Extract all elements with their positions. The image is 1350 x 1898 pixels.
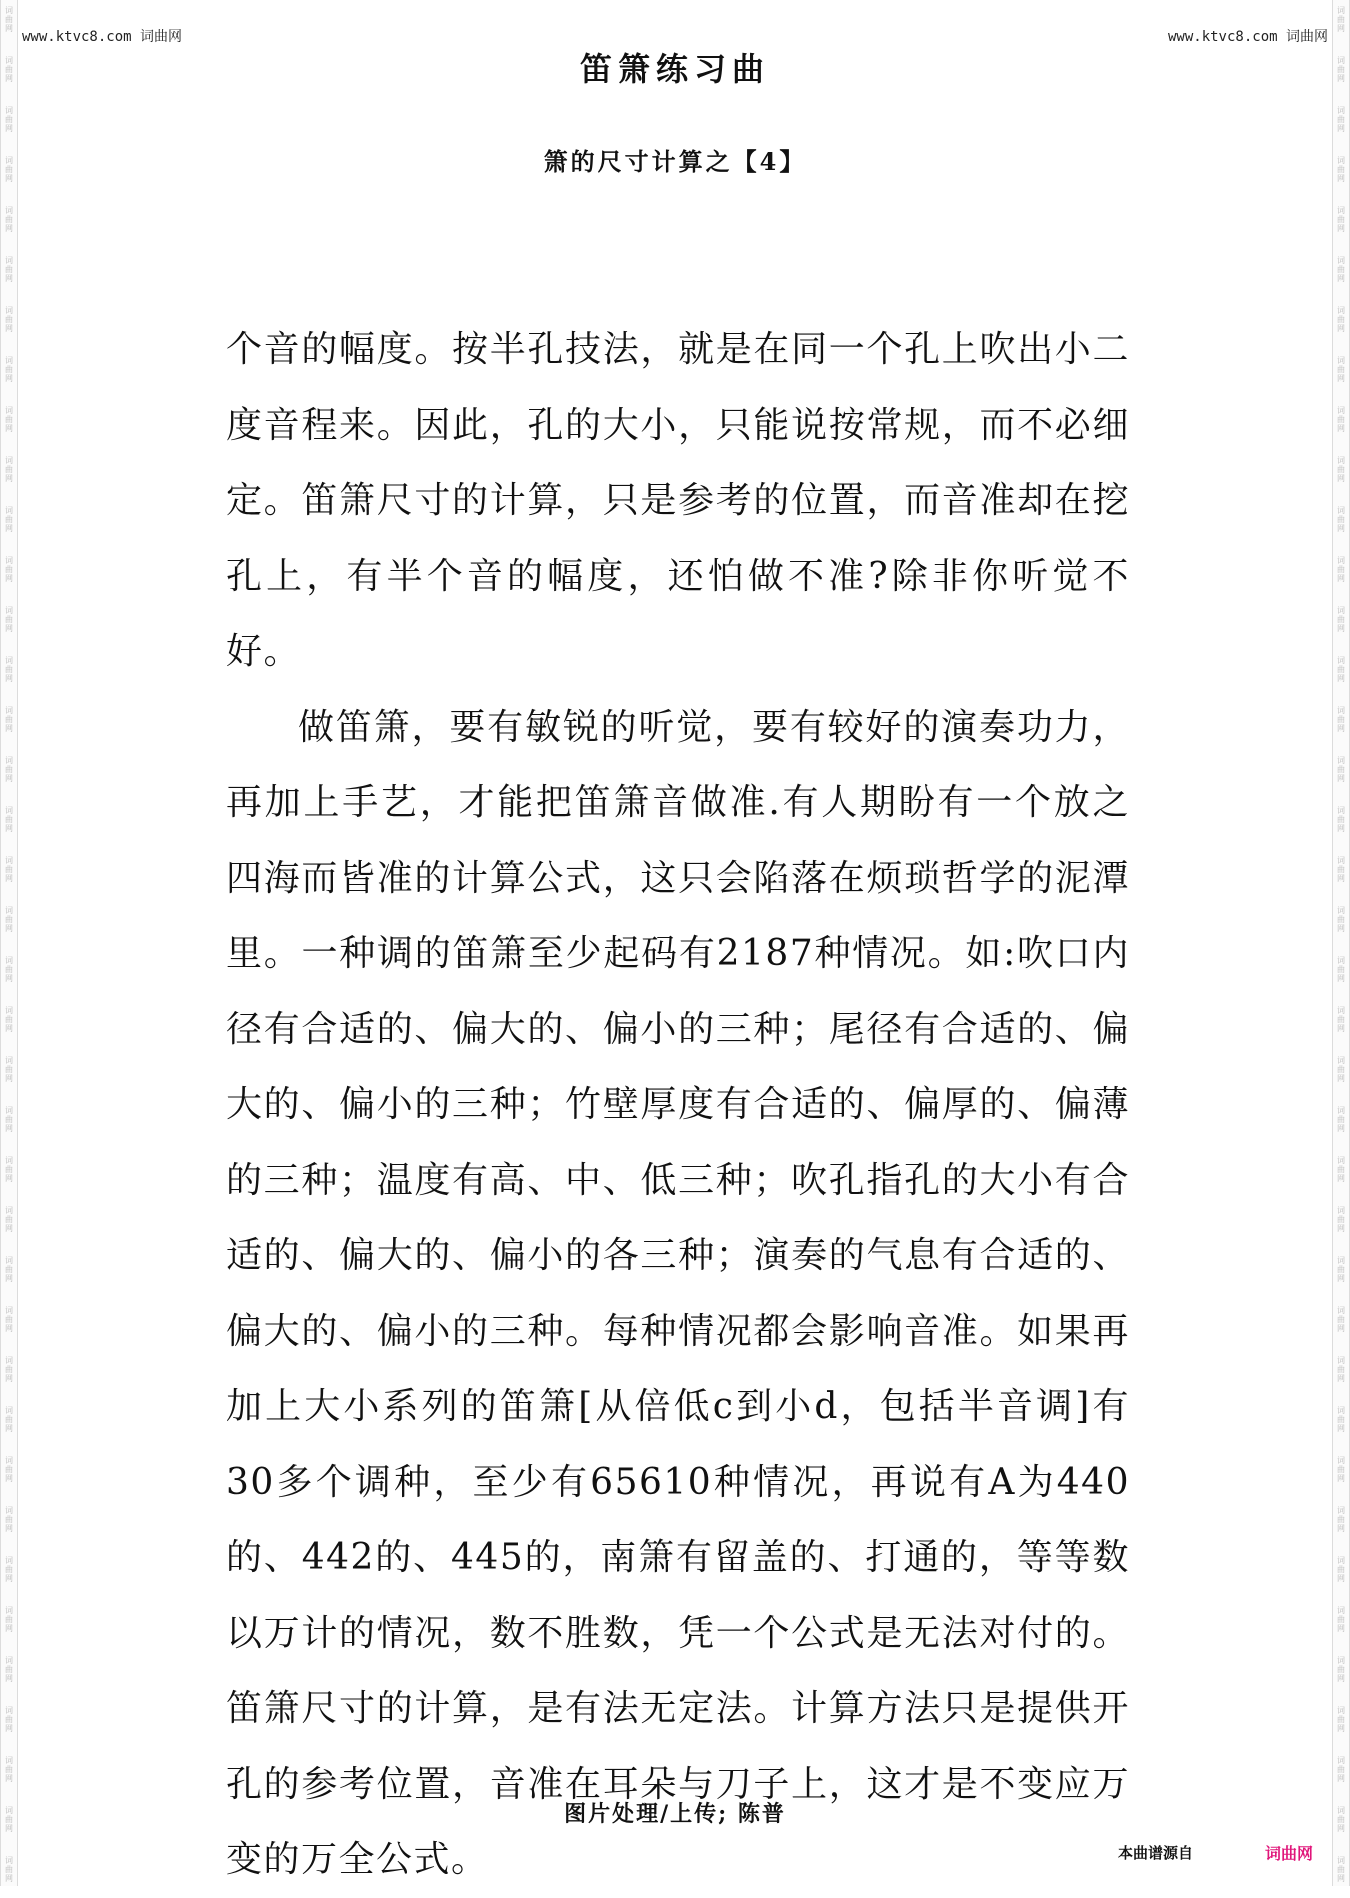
edge-watermark-mark: 词曲网: [5, 406, 13, 433]
edge-watermark-mark: 词曲网: [5, 56, 13, 83]
paragraph-2: 做笛箫，要有敏锐的听觉，要有较好的演奏功力，再加上手艺，才能把笛箫音做准.有人期盼有一个放之四海而皆准的计算公式，这只会陷落在烦琐哲学的泥潭里。一种调的笛箫至少起码有2187种情况。如:吹口内径有合适的、偏大的、偏小的三种；尾径有合适的、偏大的、偏小的三种；竹壁厚度有合适的、偏厚的、偏薄的三种；温度有高、中、低三种；吹孔指孔的大小有合适的、偏大的、偏小的各三种；演奏的气息有合适的、偏大的、偏小的三种。每种情况都会影响音准。如果再加上大小系列的笛箫[从倍低c到小d，包括半音调]有30多个调种，至少有65610种情况，再说有A为440的、442的、445的，南箫有留盖的、打通的，等等数以万计的情况，数不胜数，凭一个公式是无法对付的。笛箫尺寸的计算，是有法无定法。计算方法只是提供开孔的参考位置，音准在耳朵与刀子上，这才是不变应万变的万全公式。: [226, 706, 1130, 1880]
edge-watermark-mark: 词曲网: [5, 856, 13, 883]
upload-credit: 图片处理/上传; 陈普: [564, 1801, 786, 1827]
edge-watermark-mark: 词曲网: [1337, 706, 1345, 733]
edge-watermark-mark: 词曲网: [1337, 1056, 1345, 1083]
edge-watermark-mark: 词曲网: [5, 1806, 13, 1833]
edge-watermark-mark: 词曲网: [5, 506, 13, 533]
edge-watermark-mark: 词曲网: [5, 606, 13, 633]
edge-watermark-mark: 词曲网: [5, 556, 13, 583]
edge-watermark-mark: 词曲网: [1337, 506, 1345, 533]
edge-watermark-mark: 词曲网: [1337, 406, 1345, 433]
edge-watermark-mark: 词曲网: [1337, 156, 1345, 183]
edge-watermark-mark: 词曲网: [1337, 1606, 1345, 1633]
edge-watermark-mark: 词曲网: [1337, 556, 1345, 583]
edge-watermark-mark: 词曲网: [5, 106, 13, 133]
edge-watermark-mark: 词曲网: [1337, 606, 1345, 633]
edge-watermark-mark: 词曲网: [5, 1306, 13, 1333]
edge-watermark-mark: 词曲网: [5, 1356, 13, 1383]
edge-watermark-mark: 词曲网: [1337, 56, 1345, 83]
edge-watermark-mark: 词曲网: [5, 1456, 13, 1483]
edge-watermark-mark: 词曲网: [1337, 1106, 1345, 1133]
edge-watermark-mark: 词曲网: [1337, 906, 1345, 933]
edge-watermark-mark: 词曲网: [5, 1606, 13, 1633]
edge-watermark-mark: 词曲网: [1337, 1706, 1345, 1733]
page-subtitle: 箫的尺寸计算之【4】: [543, 147, 807, 176]
edge-watermark-mark: 词曲网: [1337, 6, 1345, 33]
edge-watermark-mark: 词曲网: [5, 1756, 13, 1783]
edge-watermark-mark: 词曲网: [1337, 1506, 1345, 1533]
edge-watermark-mark: 词曲网: [5, 1556, 13, 1583]
site-watermark-right: www.ktvc8.com 词曲网: [1167, 29, 1328, 45]
edge-watermark-mark: 词曲网: [1337, 106, 1345, 133]
edge-watermark-mark: 词曲网: [1337, 1306, 1345, 1333]
paragraph-1: 个音的幅度。按半孔技法，就是在同一个孔上吹出小二度音程来。因此，孔的大小，只能说按常规，而不必细定。笛箫尺寸的计算，只是参考的位置，而音准却在挖孔上，有半个音的幅度，还怕做不准?除非你听觉不好。: [226, 329, 1130, 672]
edge-watermark-mark: 词曲网: [1337, 1356, 1345, 1383]
edge-watermark-mark: 词曲网: [5, 1856, 13, 1883]
edge-watermark-mark: 词曲网: [5, 956, 13, 983]
edge-watermark-mark: 词曲网: [1337, 1756, 1345, 1783]
edge-watermark-mark: 词曲网: [5, 1706, 13, 1733]
edge-watermark-mark: 词曲网: [5, 756, 13, 783]
edge-watermark-mark: 词曲网: [1337, 656, 1345, 683]
edge-watermark-mark: 词曲网: [5, 1256, 13, 1283]
edge-watermark-mark: 词曲网: [5, 256, 13, 283]
edge-watermark-mark: 词曲网: [5, 6, 13, 33]
site-watermark-left: www.ktvc8.com 词曲网: [22, 29, 183, 45]
edge-watermark-mark: 词曲网: [1337, 1656, 1345, 1683]
article-body: [226, 312, 1130, 1898]
edge-watermark-mark: 词曲网: [1337, 206, 1345, 233]
edge-watermark-mark: 词曲网: [1337, 1006, 1345, 1033]
source-label: 本曲谱源自: [1118, 1844, 1194, 1862]
edge-watermark-mark: 词曲网: [5, 706, 13, 733]
edge-watermark-mark: 词曲网: [5, 206, 13, 233]
edge-watermark-mark: 词曲网: [5, 806, 13, 833]
edge-watermark-mark: 词曲网: [5, 356, 13, 383]
right-edge-watermark-strip: [1332, 0, 1350, 1886]
edge-watermark-mark: 词曲网: [5, 1156, 13, 1183]
edge-watermark-mark: 词曲网: [1337, 456, 1345, 483]
edge-watermark-mark: 词曲网: [5, 306, 13, 333]
edge-watermark-mark: 词曲网: [1337, 1556, 1345, 1583]
edge-watermark-mark: 词曲网: [5, 656, 13, 683]
edge-watermark-mark: 词曲网: [1337, 306, 1345, 333]
edge-watermark-mark: 词曲网: [5, 1106, 13, 1133]
edge-watermark-mark: 词曲网: [5, 1506, 13, 1533]
page-title: 笛箫练习曲: [579, 50, 770, 88]
edge-watermark-mark: 词曲网: [1337, 1806, 1345, 1833]
edge-watermark-mark: 词曲网: [1337, 1406, 1345, 1433]
edge-watermark-mark: 词曲网: [5, 456, 13, 483]
edge-watermark-mark: 词曲网: [5, 1656, 13, 1683]
edge-watermark-mark: 词曲网: [1337, 956, 1345, 983]
brand-link[interactable]: 词曲网: [1265, 1844, 1314, 1863]
edge-watermark-mark: 词曲网: [1337, 256, 1345, 283]
edge-watermark-mark: 词曲网: [1337, 1156, 1345, 1183]
edge-watermark-mark: 词曲网: [1337, 806, 1345, 833]
edge-watermark-mark: 词曲网: [5, 156, 13, 183]
edge-watermark-mark: 词曲网: [1337, 1256, 1345, 1283]
left-edge-watermark-strip: [0, 0, 18, 1886]
edge-watermark-mark: 词曲网: [5, 1406, 13, 1433]
edge-watermark-mark: 词曲网: [1337, 1206, 1345, 1233]
edge-watermark-mark: 词曲网: [5, 1206, 13, 1233]
edge-watermark-mark: 词曲网: [1337, 356, 1345, 383]
edge-watermark-mark: 词曲网: [1337, 856, 1345, 883]
edge-watermark-mark: 词曲网: [1337, 1856, 1345, 1883]
edge-watermark-mark: 词曲网: [1337, 1456, 1345, 1483]
edge-watermark-mark: 词曲网: [5, 1006, 13, 1033]
edge-watermark-mark: 词曲网: [1337, 756, 1345, 783]
edge-watermark-mark: 词曲网: [5, 906, 13, 933]
edge-watermark-mark: 词曲网: [5, 1056, 13, 1083]
